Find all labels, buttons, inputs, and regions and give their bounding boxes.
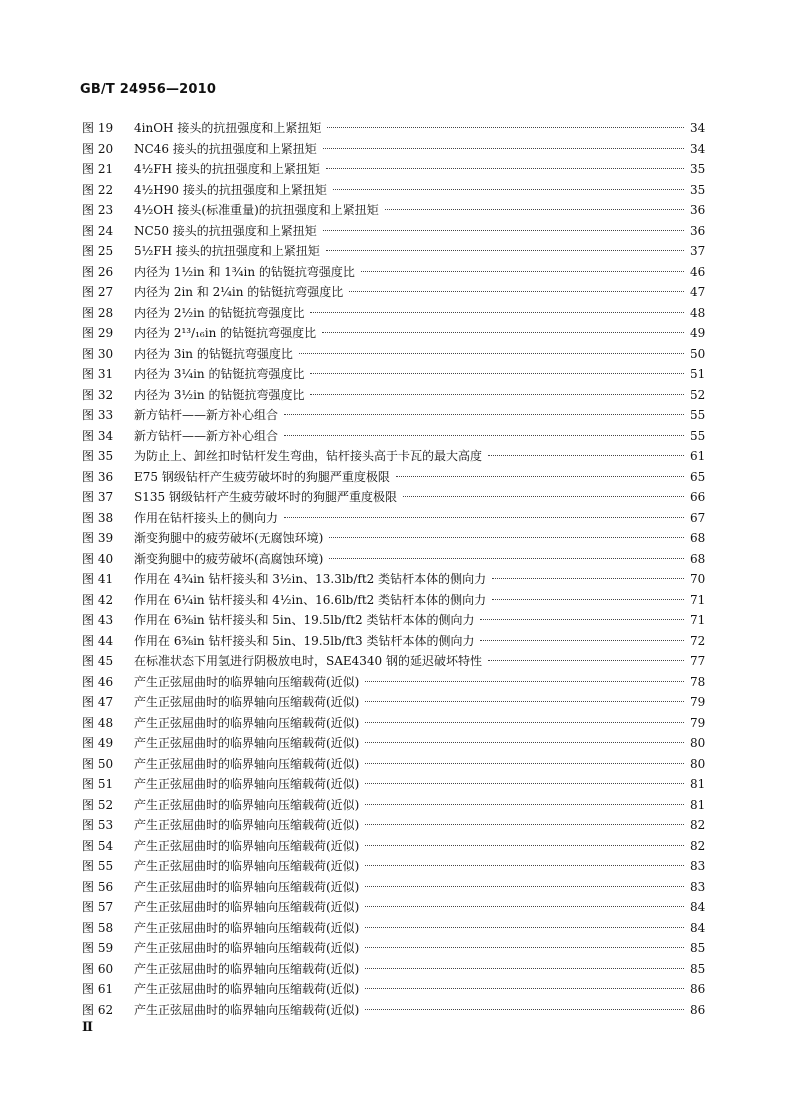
figure-number: 图 23 bbox=[82, 203, 114, 217]
figure-title: 作用在钻杆接头上的侧向力 bbox=[134, 510, 279, 525]
page-reference: 52 bbox=[690, 387, 706, 402]
figure-number: 图 35 bbox=[82, 449, 114, 463]
page-reference: 68 bbox=[690, 551, 706, 566]
figure-title: 为防止上、卸丝扣时钻杆发生弯曲，钻杆接头高于卡瓦的最大高度 bbox=[134, 449, 483, 463]
toc-entry[interactable] bbox=[82, 509, 704, 530]
figure-number: 图 33 bbox=[82, 408, 114, 422]
toc-entry[interactable] bbox=[82, 488, 704, 509]
toc-entry[interactable] bbox=[82, 119, 704, 140]
page-reference: 85 bbox=[690, 961, 706, 976]
toc-entry[interactable] bbox=[82, 447, 704, 468]
toc-entry[interactable] bbox=[82, 714, 704, 735]
figure-title: 内径为 2½in 的钻铤抗弯强度比 bbox=[134, 305, 305, 320]
toc-entry[interactable] bbox=[82, 1001, 704, 1022]
figure-title: 内径为 3¼in 的钻铤抗弯强度比 bbox=[134, 367, 305, 381]
figure-number: 图 60 bbox=[82, 961, 114, 976]
figure-number: 图 62 bbox=[82, 1002, 114, 1017]
dot-leader bbox=[488, 660, 684, 661]
figure-number: 图 55 bbox=[82, 859, 114, 873]
toc-entry[interactable] bbox=[82, 550, 704, 571]
dot-leader bbox=[299, 353, 684, 354]
toc-entry[interactable] bbox=[82, 734, 704, 755]
dot-leader bbox=[284, 435, 684, 436]
figure-number: 图 28 bbox=[82, 305, 114, 320]
toc-entry[interactable] bbox=[82, 427, 704, 448]
figure-number: 图 21 bbox=[82, 162, 114, 176]
toc-entry[interactable] bbox=[82, 365, 704, 386]
toc-entry[interactable] bbox=[82, 570, 704, 591]
dot-leader bbox=[365, 804, 684, 805]
figure-number: 图 43 bbox=[82, 613, 114, 627]
figure-title: 产生正弦屈曲时的临界轴向压缩载荷(近似) bbox=[134, 797, 360, 812]
toc-entry[interactable] bbox=[82, 632, 704, 653]
figure-number: 图 40 bbox=[82, 551, 114, 566]
page-reference: 48 bbox=[690, 305, 706, 320]
toc-entry[interactable] bbox=[82, 755, 704, 776]
figure-number: 图 56 bbox=[82, 879, 114, 894]
figure-title: 渐变狗腿中的疲劳破坏(高腐蚀环境) bbox=[134, 551, 324, 566]
figure-title: 4inOH 接头的抗扭强度和上紧扭矩 bbox=[134, 121, 322, 135]
dot-leader bbox=[365, 845, 684, 846]
dot-leader bbox=[365, 742, 684, 743]
figure-title: 内径为 2¹³/₁₆in 的钻铤抗弯强度比 bbox=[134, 326, 317, 340]
toc-entry[interactable] bbox=[82, 960, 704, 981]
dot-leader bbox=[310, 394, 684, 395]
figure-number: 图 47 bbox=[82, 695, 114, 709]
toc-entry[interactable] bbox=[82, 181, 704, 202]
figure-number: 图 50 bbox=[82, 756, 114, 771]
dot-leader bbox=[310, 312, 684, 313]
figure-number: 图 46 bbox=[82, 674, 114, 689]
figure-title: 产生正弦屈曲时的临界轴向压缩载荷(近似) bbox=[134, 674, 360, 689]
toc-entry[interactable] bbox=[82, 529, 704, 550]
dot-leader bbox=[488, 455, 684, 456]
page-reference: 35 bbox=[690, 182, 706, 197]
figure-number: 图 19 bbox=[82, 121, 114, 135]
dot-leader bbox=[365, 906, 684, 907]
toc-entry[interactable] bbox=[82, 919, 704, 940]
figure-number: 图 20 bbox=[82, 141, 114, 156]
page-reference: 34 bbox=[690, 141, 706, 156]
figure-number: 图 27 bbox=[82, 285, 114, 299]
figure-number: 图 58 bbox=[82, 920, 114, 935]
page-reference: 72 bbox=[690, 633, 706, 648]
figure-title: 产生正弦屈曲时的临界轴向压缩载荷(近似) bbox=[134, 756, 360, 771]
dot-leader bbox=[284, 517, 684, 518]
toc-entry[interactable] bbox=[82, 611, 704, 632]
figure-number: 图 49 bbox=[82, 736, 114, 750]
page-reference: 84 bbox=[690, 900, 706, 914]
toc-entry[interactable] bbox=[82, 242, 704, 263]
page-reference: 71 bbox=[690, 592, 706, 607]
figure-number: 图 48 bbox=[82, 715, 114, 730]
page-reference: 35 bbox=[690, 162, 706, 176]
page-reference: 84 bbox=[690, 920, 706, 935]
page-reference: 81 bbox=[690, 777, 706, 791]
dot-leader bbox=[365, 722, 684, 723]
figure-title: 产生正弦屈曲时的临界轴向压缩载荷(近似) bbox=[134, 818, 360, 832]
toc-entry[interactable] bbox=[82, 160, 704, 181]
page-reference: 70 bbox=[690, 572, 706, 586]
toc-entry[interactable] bbox=[82, 386, 704, 407]
page-reference: 83 bbox=[690, 859, 706, 873]
figure-title: 4½FH 接头的抗扭强度和上紧扭矩 bbox=[134, 162, 320, 176]
figure-number: 图 54 bbox=[82, 838, 114, 853]
figure-number: 图 36 bbox=[82, 469, 114, 484]
page-reference: 81 bbox=[690, 797, 706, 812]
toc-entry[interactable] bbox=[82, 898, 704, 919]
toc-entry[interactable] bbox=[82, 324, 704, 345]
figure-number: 图 26 bbox=[82, 264, 114, 279]
figure-title: S135 钢级钻杆产生疲劳破坏时的狗腿严重度极限 bbox=[134, 490, 397, 504]
figure-title: 4½H90 接头的抗扭强度和上紧扭矩 bbox=[134, 182, 327, 197]
figure-title: 产生正弦屈曲时的临界轴向压缩载荷(近似) bbox=[134, 777, 360, 791]
toc-entry[interactable] bbox=[82, 939, 704, 960]
dot-leader bbox=[492, 578, 684, 579]
toc-entry[interactable] bbox=[82, 673, 704, 694]
page-reference: 71 bbox=[690, 613, 706, 627]
figure-title: 产生正弦屈曲时的临界轴向压缩载荷(近似) bbox=[134, 736, 360, 750]
dot-leader bbox=[365, 927, 684, 928]
figure-number: 图 59 bbox=[82, 941, 114, 955]
page-reference: 86 bbox=[690, 1002, 706, 1017]
figure-title: 内径为 1½in 和 1¾in 的钻铤抗弯强度比 bbox=[134, 264, 355, 279]
figure-number: 图 30 bbox=[82, 346, 114, 361]
page-reference: 82 bbox=[690, 818, 706, 832]
dot-leader bbox=[492, 599, 684, 600]
figure-title: 产生正弦屈曲时的临界轴向压缩载荷(近似) bbox=[134, 879, 360, 894]
dot-leader bbox=[333, 189, 684, 190]
figure-number: 图 61 bbox=[82, 982, 114, 996]
figure-title: 内径为 3in 的钻铤抗弯强度比 bbox=[134, 346, 293, 361]
figure-title: NC50 接头的抗扭强度和上紧扭矩 bbox=[134, 223, 317, 238]
figure-number: 图 38 bbox=[82, 510, 114, 525]
dot-leader bbox=[326, 168, 684, 169]
figure-title: 新方钻杆——新方补心组合 bbox=[134, 408, 279, 422]
page-reference: 86 bbox=[690, 982, 706, 996]
toc-entry[interactable] bbox=[82, 652, 704, 673]
figure-title: 产生正弦屈曲时的临界轴向压缩载荷(近似) bbox=[134, 838, 360, 853]
toc-entry[interactable] bbox=[82, 406, 704, 427]
page-reference: 46 bbox=[690, 264, 706, 279]
figure-title: 作用在 4¾in 钻杆接头和 3½in、13.3lb/ft2 类钻杆本体的侧向力 bbox=[134, 572, 487, 586]
toc-entry[interactable] bbox=[82, 693, 704, 714]
dot-leader bbox=[323, 230, 684, 231]
page-reference: 77 bbox=[690, 654, 706, 668]
page-number: Ⅱ bbox=[82, 1020, 93, 1035]
page-reference: 34 bbox=[690, 121, 706, 135]
figure-number: 图 41 bbox=[82, 572, 114, 586]
dot-leader bbox=[322, 332, 684, 333]
figure-title: 作用在 6⅜in 钻杆接头和 5in、19.5lb/ft2 类钻杆本体的侧向力 bbox=[134, 613, 475, 627]
toc-entry[interactable] bbox=[82, 980, 704, 1001]
toc-entry[interactable] bbox=[82, 857, 704, 878]
dot-leader bbox=[396, 476, 684, 477]
dot-leader bbox=[365, 886, 684, 887]
dot-leader bbox=[365, 988, 684, 989]
page-reference: 36 bbox=[690, 223, 706, 238]
figure-number: 图 57 bbox=[82, 900, 114, 914]
toc-entry[interactable] bbox=[82, 837, 704, 858]
dot-leader bbox=[326, 250, 684, 251]
dot-leader bbox=[365, 783, 684, 784]
page-reference: 82 bbox=[690, 838, 706, 853]
page-reference: 51 bbox=[690, 367, 706, 381]
figure-title: 产生正弦屈曲时的临界轴向压缩载荷(近似) bbox=[134, 920, 360, 935]
dot-leader bbox=[365, 763, 684, 764]
toc-entry[interactable] bbox=[82, 304, 704, 325]
dot-leader bbox=[361, 271, 684, 272]
figure-title: 内径为 3½in 的钻铤抗弯强度比 bbox=[134, 387, 305, 402]
figure-number: 图 45 bbox=[82, 654, 114, 668]
page-reference: 79 bbox=[690, 695, 706, 709]
figure-number: 图 39 bbox=[82, 531, 114, 545]
toc-entry[interactable] bbox=[82, 140, 704, 161]
dot-leader bbox=[323, 148, 684, 149]
dot-leader bbox=[365, 701, 684, 702]
figure-title: 产生正弦屈曲时的临界轴向压缩载荷(近似) bbox=[134, 982, 360, 996]
figure-title: E75 钢级钻杆产生疲劳破坏时的狗腿严重度极限 bbox=[134, 469, 390, 484]
dot-leader bbox=[365, 824, 684, 825]
document-code: GB/T 24956—2010 bbox=[80, 82, 217, 97]
dot-leader bbox=[480, 640, 684, 641]
figure-list bbox=[82, 119, 704, 1021]
dot-leader bbox=[329, 558, 684, 559]
page-reference: 37 bbox=[690, 244, 706, 258]
figure-title: 渐变狗腿中的疲劳破坏(无腐蚀环境) bbox=[134, 531, 324, 545]
page-reference: 78 bbox=[690, 674, 706, 689]
figure-title: 产生正弦屈曲时的临界轴向压缩载荷(近似) bbox=[134, 900, 360, 914]
toc-entry[interactable] bbox=[82, 201, 704, 222]
page-reference: 83 bbox=[690, 879, 706, 894]
toc-entry[interactable] bbox=[82, 222, 704, 243]
figure-title: 产生正弦屈曲时的临界轴向压缩载荷(近似) bbox=[134, 715, 360, 730]
page-reference: 80 bbox=[690, 756, 706, 771]
page-reference: 47 bbox=[690, 285, 706, 299]
page-reference: 61 bbox=[690, 449, 706, 463]
dot-leader bbox=[365, 865, 684, 866]
figure-title: 产生正弦屈曲时的临界轴向压缩载荷(近似) bbox=[134, 859, 360, 873]
dot-leader bbox=[327, 127, 684, 128]
dot-leader bbox=[329, 537, 684, 538]
figure-number: 图 52 bbox=[82, 797, 114, 812]
page-reference: 85 bbox=[690, 941, 706, 955]
toc-entry[interactable] bbox=[82, 345, 704, 366]
page-reference: 36 bbox=[690, 203, 706, 217]
dot-leader bbox=[365, 1009, 684, 1010]
page-reference: 55 bbox=[690, 428, 706, 443]
figure-number: 图 44 bbox=[82, 633, 114, 648]
figure-title: 产生正弦屈曲时的临界轴向压缩载荷(近似) bbox=[134, 961, 360, 976]
figure-number: 图 22 bbox=[82, 182, 114, 197]
figure-number: 图 25 bbox=[82, 244, 114, 258]
toc-entry[interactable] bbox=[82, 816, 704, 837]
dot-leader bbox=[284, 414, 684, 415]
toc-entry[interactable] bbox=[82, 263, 704, 284]
figure-title: NC46 接头的抗扭强度和上紧扭矩 bbox=[134, 141, 317, 156]
page-reference: 80 bbox=[690, 736, 706, 750]
figure-number: 图 32 bbox=[82, 387, 114, 402]
figure-title: 在标准状态下用氢进行阴极放电时，SAE4340 钢的延迟破坏特性 bbox=[134, 654, 483, 668]
dot-leader bbox=[310, 373, 684, 374]
figure-title: 作用在 6⅜in 钻杆接头和 5in、19.5lb/ft3 类钻杆本体的侧向力 bbox=[134, 633, 475, 648]
figure-title: 5½FH 接头的抗扭强度和上紧扭矩 bbox=[134, 244, 320, 258]
dot-leader bbox=[385, 209, 684, 210]
figure-number: 图 24 bbox=[82, 223, 114, 238]
figure-number: 图 37 bbox=[82, 490, 114, 504]
toc-entry[interactable] bbox=[82, 283, 704, 304]
page-reference: 67 bbox=[690, 510, 706, 525]
dot-leader bbox=[365, 681, 684, 682]
figure-number: 图 31 bbox=[82, 367, 114, 381]
page-reference: 79 bbox=[690, 715, 706, 730]
figure-number: 图 53 bbox=[82, 818, 114, 832]
figure-title: 内径为 2in 和 2¼in 的钻铤抗弯强度比 bbox=[134, 285, 344, 299]
page-reference: 66 bbox=[690, 490, 706, 504]
toc-entry[interactable] bbox=[82, 796, 704, 817]
figure-title: 4½OH 接头(标准重量)的抗扭强度和上紧扭矩 bbox=[134, 203, 379, 217]
figure-number: 图 51 bbox=[82, 777, 114, 791]
toc-entry[interactable] bbox=[82, 775, 704, 796]
page-reference: 49 bbox=[690, 326, 706, 340]
dot-leader bbox=[480, 619, 684, 620]
figure-title: 新方钻杆——新方补心组合 bbox=[134, 428, 279, 443]
dot-leader bbox=[365, 947, 684, 948]
page-reference: 65 bbox=[690, 469, 706, 484]
toc-entry[interactable] bbox=[82, 468, 704, 489]
figure-title: 产生正弦屈曲时的临界轴向压缩载荷(近似) bbox=[134, 941, 360, 955]
figure-title: 作用在 6¼in 钻杆接头和 4½in、16.6lb/ft2 类钻杆本体的侧向力 bbox=[134, 592, 487, 607]
dot-leader bbox=[403, 496, 684, 497]
page-reference: 68 bbox=[690, 531, 706, 545]
dot-leader bbox=[349, 291, 684, 292]
toc-entry[interactable] bbox=[82, 878, 704, 899]
figure-title: 产生正弦屈曲时的临界轴向压缩载荷(近似) bbox=[134, 1002, 360, 1017]
page-reference: 55 bbox=[690, 408, 706, 422]
figure-number: 图 42 bbox=[82, 592, 114, 607]
dot-leader bbox=[365, 968, 684, 969]
page-reference: 50 bbox=[690, 346, 706, 361]
toc-entry[interactable] bbox=[82, 591, 704, 612]
figure-number: 图 29 bbox=[82, 326, 114, 340]
figure-title: 产生正弦屈曲时的临界轴向压缩载荷(近似) bbox=[134, 695, 360, 709]
figure-number: 图 34 bbox=[82, 428, 114, 443]
